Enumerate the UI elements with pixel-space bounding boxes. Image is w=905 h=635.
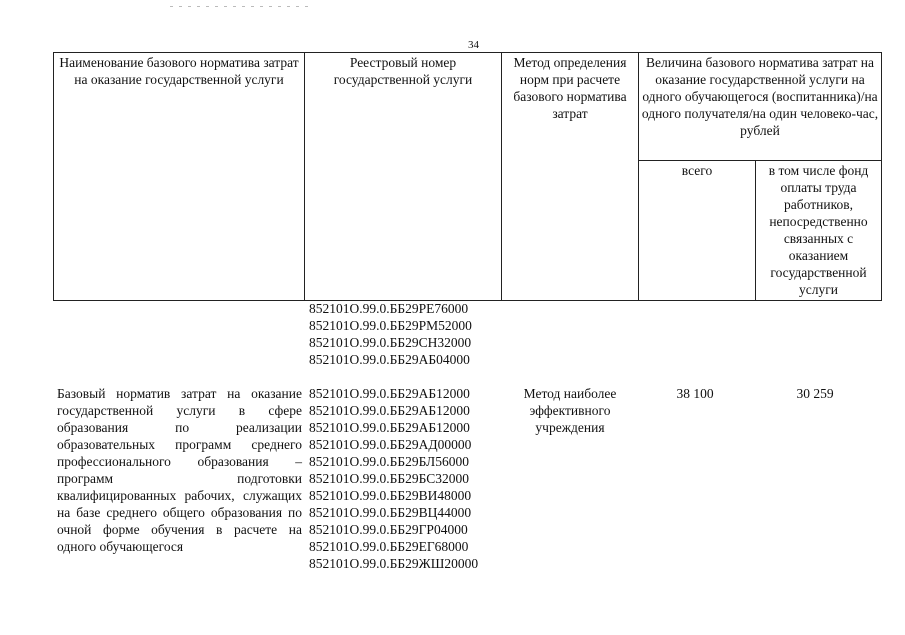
registry-codes-list (309, 385, 478, 572)
header-sub-total: всего (639, 161, 756, 301)
registry-code: 852101О.99.0.ББ29АБ04000 (309, 352, 470, 367)
registry-code: 852101О.99.0.ББ29РЕ76000 (309, 301, 469, 316)
page-number: 34 (468, 39, 479, 51)
registry-code: 852101О.99.0.ББ29ВИ48000 (309, 488, 472, 503)
registry-code: 852101О.99.0.ББ29БС32000 (309, 471, 470, 486)
registry-code: 852101О.99.0.ББ29АБ12000 (309, 386, 470, 401)
total-value: 38 100 (676, 386, 714, 401)
continued-codes-list (309, 300, 472, 368)
fund-value: 30 259 (796, 386, 834, 401)
registry-code: 852101О.99.0.ББ29СН32000 (309, 335, 472, 350)
registry-code: 852101О.99.0.ББ29АД00000 (309, 437, 472, 452)
header-sub-fund: в том числе фонд оплаты труда работников, непосредственно связанных с оказанием государственной услуги (756, 161, 882, 301)
header-col-method: Метод определения норм при расчете базового норматива затрат (502, 53, 639, 301)
registry-code: 852101О.99.0.ББ29АБ12000 (309, 403, 470, 418)
header-col-value: Величина базового норматива затрат на оказание государственной услуги на одного обучающегося (воспитанника)/на одного получателя/на один человеко-час, рублей (639, 53, 882, 161)
table-header (53, 52, 882, 301)
scan-artifact (170, 6, 310, 7)
method-cell: Метод наиболее эффективного учреждения (523, 386, 617, 435)
header-col-name: Наименование базового норматива затрат на оказание государственной услуги (54, 53, 305, 301)
registry-code: 852101О.99.0.ББ29БЛ56000 (309, 454, 469, 469)
registry-code: 852101О.99.0.ББ29ГР04000 (309, 522, 468, 537)
header-col-registry: Реестровый номер государственной услуги (305, 53, 502, 301)
registry-code: 852101О.99.0.ББ29ЕГ68000 (309, 539, 469, 554)
registry-code: 852101О.99.0.ББ29ЖШ20000 (309, 556, 479, 571)
registry-code: 852101О.99.0.ББ29РМ52000 (309, 318, 472, 333)
registry-code: 852101О.99.0.ББ29ВЦ44000 (309, 505, 472, 520)
norm-name-cell: Базовый норматив затрат на оказание государственной услуги в сфере образования по реализации образовательных программ среднего профессионального образования – программ подготовки квалифицированных рабочих, служащих на базе среднего общего образования по очной форме обучения в расчете на одного обучающегося (57, 386, 302, 554)
registry-code: 852101О.99.0.ББ29АБ12000 (309, 420, 470, 435)
